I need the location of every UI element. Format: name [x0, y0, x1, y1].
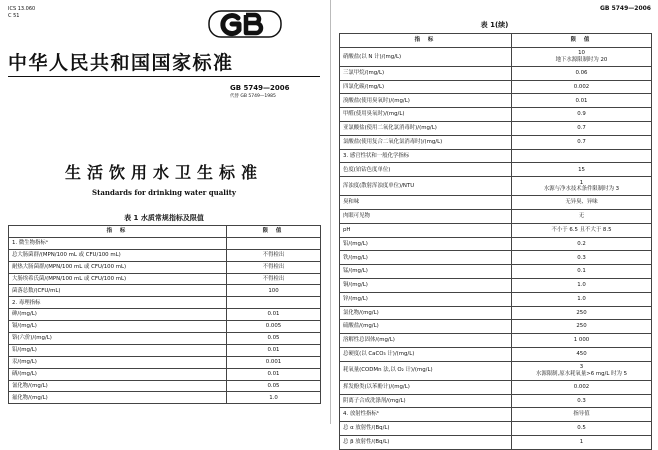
row-label: 铜/(mg/L) [340, 278, 512, 292]
table-row [340, 47, 652, 66]
row-value [512, 177, 652, 196]
row-label: 溴酸盐(使用臭氧时)/(mg/L) [340, 94, 512, 108]
row-value-line: 3 [579, 364, 584, 371]
table-row [9, 380, 321, 392]
row-value-line: 10 [578, 50, 585, 57]
row-label: 氟化物/(mg/L) [9, 392, 227, 404]
column-header-limit: 限 值 [227, 226, 321, 238]
row-value [512, 422, 652, 436]
row-value-line: 指导值 [573, 411, 590, 418]
row-value [512, 265, 652, 279]
row-value-line: 0.002 [573, 83, 590, 90]
row-value-line: 0.2 [577, 240, 586, 247]
table-row [9, 356, 321, 368]
row-value-line: 水源与净水技术条件限制时为 3 [543, 186, 620, 193]
table-row [9, 237, 321, 249]
row-label: 铬(六价)/(mg/L) [9, 333, 227, 345]
row-value-line: 1 [579, 439, 584, 446]
row-label: 铝/(mg/L) [340, 237, 512, 251]
document-title: 生活饮用水卫生标准 [64, 163, 263, 182]
replaced-standard: 代替 GB 5749—1985 [230, 94, 276, 99]
table-row [340, 80, 652, 94]
row-value [512, 209, 652, 223]
row-value [512, 394, 652, 408]
row-value [512, 361, 652, 380]
row-label: 四氯化碳/(mg/L) [340, 80, 512, 94]
row-value-line: 无 [578, 213, 585, 220]
row-value [512, 320, 652, 334]
row-value-line: 15 [578, 166, 585, 173]
table-row [340, 394, 652, 408]
row-label: 硝酸盐(以 N 计)/(mg/L) [340, 47, 512, 66]
table-row [340, 163, 652, 177]
row-value-line: 水源限制,原水耗氧量>6 mg/L 时为 5 [535, 370, 628, 377]
table-row [340, 177, 652, 196]
row-value [512, 435, 652, 449]
row-value [512, 278, 652, 292]
table-row [340, 149, 652, 163]
row-label: 2. 毒理指标 [9, 297, 227, 309]
row-value: 0.005 [227, 321, 321, 333]
gb-logo-icon [208, 10, 282, 38]
row-label: 耐热大肠菌群/(MPN/100 mL 或 CFU/100 mL) [9, 261, 227, 273]
table-row [9, 344, 321, 356]
row-value-line: 0.7 [577, 138, 586, 145]
table-row [340, 108, 652, 122]
title-divider [8, 76, 320, 77]
row-label: 砷/(mg/L) [9, 309, 227, 321]
row-value-line: 250 [576, 323, 587, 330]
row-value-line: 地下水源限制时为 20 [555, 56, 608, 63]
row-value [512, 163, 652, 177]
table-row [340, 380, 652, 394]
row-value [512, 149, 652, 163]
table-row [340, 278, 652, 292]
row-label: 大肠埃希氏菌/(MPN/100 mL 或 CFU/100 mL) [9, 273, 227, 285]
row-value [512, 223, 652, 237]
row-value [512, 94, 652, 108]
row-label: 锌/(mg/L) [340, 292, 512, 306]
row-value-line: 0.01 [575, 97, 588, 104]
row-label: pH [340, 223, 512, 237]
table-row [340, 223, 652, 237]
row-label: 总 β 放射性/(Bq/L) [340, 435, 512, 449]
row-value-line: 0.002 [573, 383, 590, 390]
row-label: 甲醛(使用臭氧时)/(mg/L) [340, 108, 512, 122]
table-row [340, 408, 652, 422]
row-value: 0.01 [227, 309, 321, 321]
row-label: 三氯甲烷/(mg/L) [340, 66, 512, 80]
row-label: 锰/(mg/L) [340, 265, 512, 279]
row-value-line: 0.3 [577, 254, 586, 261]
row-value-line: 1.0 [577, 295, 586, 302]
row-value [512, 251, 652, 265]
row-label: 臭和味 [340, 196, 512, 210]
table-row [9, 309, 321, 321]
row-value-line: 1.0 [577, 282, 586, 289]
water-quality-table [8, 225, 321, 404]
table-row [340, 361, 652, 380]
row-value: 不得检出 [227, 261, 321, 273]
row-value [227, 297, 321, 309]
row-value: 0.05 [227, 380, 321, 392]
row-label: 氯酸盐(使用复合二氧化氯消毒时)/(mg/L) [340, 135, 512, 149]
row-value [512, 380, 652, 394]
row-label: 挥发酚类(以苯酚计)/(mg/L) [340, 380, 512, 394]
table-row [340, 292, 652, 306]
table-row [9, 392, 321, 404]
table-row [9, 285, 321, 297]
row-value: 0.01 [227, 368, 321, 380]
table-row [340, 135, 652, 149]
table-row [340, 422, 652, 436]
row-label: 菌落总数/(CFU/mL) [9, 285, 227, 297]
table-row [340, 66, 652, 80]
row-value-line: 0.9 [577, 111, 586, 118]
table-row [340, 334, 652, 348]
right-page [330, 0, 657, 446]
row-label: 总硬度(以 CaCO₃ 计)/(mg/L) [340, 347, 512, 361]
table-row [340, 347, 652, 361]
table-body [340, 47, 652, 449]
row-value-line: 250 [576, 309, 587, 316]
table-caption-continued: 表 1(续) [480, 21, 509, 29]
row-value-line: 1 [579, 179, 584, 186]
left-page [0, 0, 328, 424]
row-value [512, 135, 652, 149]
table-row [340, 265, 652, 279]
row-value [512, 237, 652, 251]
row-value [512, 292, 652, 306]
row-value [512, 66, 652, 80]
row-value: 0.05 [227, 333, 321, 345]
row-value [512, 196, 652, 210]
row-label: 1. 微生物指标ᵃ [9, 237, 227, 249]
water-quality-table-continued [339, 33, 652, 450]
row-label: 4. 放射性指标ᵇ [340, 408, 512, 422]
row-value-line: 不小于 6.5 且不大于 8.5 [551, 226, 612, 233]
running-header-number: GB 5749—2006 [600, 5, 651, 12]
row-label: 阴离子合成洗涤剂/(mg/L) [340, 394, 512, 408]
row-label: 色度(铂钴色度单位) [340, 163, 512, 177]
row-value [512, 121, 652, 135]
row-label: 氰化物/(mg/L) [9, 380, 227, 392]
row-value-line: 无异臭、异味 [565, 199, 598, 206]
row-label: 氯化物/(mg/L) [340, 306, 512, 320]
table-row [9, 261, 321, 273]
row-value [512, 47, 652, 66]
column-header-indicator: 指 标 [340, 34, 512, 48]
row-value [512, 334, 652, 348]
row-value [227, 237, 321, 249]
row-label: 总 α 放射性/(Bq/L) [340, 422, 512, 436]
row-value [512, 108, 652, 122]
row-value: 不得检出 [227, 273, 321, 285]
row-value-line: 0.3 [577, 397, 586, 404]
table-row [340, 196, 652, 210]
row-label: 总大肠菌群/(MPN/100 mL 或 CFU/100 mL) [9, 249, 227, 261]
ccs-code: C 51 [8, 13, 20, 19]
row-value: 0.01 [227, 344, 321, 356]
row-value-line: 0.7 [577, 125, 586, 132]
row-value-line: 450 [576, 351, 587, 358]
row-value [512, 306, 652, 320]
table-row [9, 297, 321, 309]
row-label: 汞/(mg/L) [9, 356, 227, 368]
table-row [340, 94, 652, 108]
row-label: 亚氯酸盐(使用二氧化氯消毒时)/(mg/L) [340, 121, 512, 135]
table-row [9, 321, 321, 333]
row-value: 1.0 [227, 392, 321, 404]
standard-type-title: 中华人民共和国国家标准 [8, 52, 234, 74]
row-value: 不得检出 [227, 249, 321, 261]
row-label: 铅/(mg/L) [9, 344, 227, 356]
row-label: 铁/(mg/L) [340, 251, 512, 265]
document-subtitle: Standards for drinking water quality [92, 188, 236, 197]
row-value: 0.001 [227, 356, 321, 368]
table-row [340, 121, 652, 135]
row-value-line: 0.1 [577, 268, 586, 275]
row-value [512, 347, 652, 361]
table-row [340, 435, 652, 449]
table-row [340, 306, 652, 320]
row-value-line: 0.5 [577, 425, 586, 432]
table-row [340, 209, 652, 223]
row-label: 溶解性总固体/(mg/L) [340, 334, 512, 348]
table-row [9, 273, 321, 285]
table-row [9, 333, 321, 345]
row-label: 硒/(mg/L) [9, 368, 227, 380]
table-row [9, 249, 321, 261]
column-header-limit: 限 值 [512, 34, 652, 48]
row-value-line: 1 000 [573, 337, 590, 344]
row-label: 耗氧量(CODMn 法,以 O₂ 计)/(mg/L) [340, 361, 512, 380]
table-caption: 表 1 水质常规指标及限值 [124, 214, 204, 222]
standard-number: GB 5749—2006 [230, 84, 290, 92]
table-row [340, 237, 652, 251]
row-value [512, 408, 652, 422]
table-row [9, 368, 321, 380]
ics-code: ICS 13.060 [8, 6, 36, 12]
column-header-indicator: 指 标 [9, 226, 227, 238]
table-row [340, 320, 652, 334]
row-label: 镉/(mg/L) [9, 321, 227, 333]
row-label: 肉眼可见物 [340, 209, 512, 223]
row-label: 浑浊度(散射浑浊度单位)/NTU [340, 177, 512, 196]
row-label: 3. 感官性状和一般化学指标 [340, 149, 512, 163]
row-value [512, 80, 652, 94]
row-value-line: 0.06 [575, 69, 588, 76]
row-label: 硫酸盐/(mg/L) [340, 320, 512, 334]
row-value: 100 [227, 285, 321, 297]
table-row [340, 251, 652, 265]
classification-codes [8, 6, 35, 20]
